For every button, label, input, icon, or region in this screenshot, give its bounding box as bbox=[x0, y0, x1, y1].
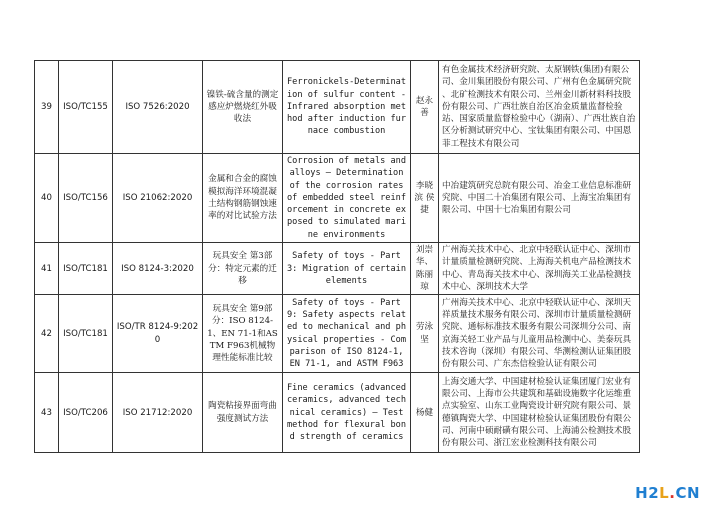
row-number: 40 bbox=[35, 154, 59, 243]
standard-title-cn: 玩具安全 第9部分：ISO 8124-1、EN 71-1和ASTM F963机械物理性能标准比较 bbox=[203, 295, 283, 373]
participating-units: 中冶建筑研究总院有限公司、冶金工业信息标准研究院、中国二十冶集团有限公司、上海宝冶集团有限公司、中国十七冶集团有限公司 bbox=[439, 154, 640, 243]
table-row bbox=[35, 295, 640, 373]
table-row bbox=[35, 243, 640, 295]
standard-title-en: Corrosion of metals and alloys — Determination of the corrosion rates of embedded steel reinforcement in concrete exposed to simulated marine environments bbox=[283, 154, 411, 243]
lead-drafter: 劳泳坚 bbox=[411, 295, 439, 373]
table-row bbox=[35, 373, 640, 453]
lead-drafter: 杨健 bbox=[411, 373, 439, 453]
participating-units: 有色金属技术经济研究院、太原钢铁(集团)有限公司、金川集团股份有限公司、广州有色金属研究院 、北矿检测技术有限公司、兰州金川新材料科技股份有限公司、广西壮族自治区冶金质量监督检验站、国家质量监督检验中心（湖南）、广西壮族自治区分析测试研究中心、宝钛集团有限公司、中国恩菲工程技术有限公司 bbox=[439, 61, 640, 154]
lead-drafter: 赵永善 bbox=[411, 61, 439, 154]
standard-number: ISO 21062:2020 bbox=[113, 154, 203, 243]
logo-cn: CN bbox=[675, 484, 700, 502]
standard-title-en: Safety of toys - Part 3: Migration of certain elements bbox=[283, 243, 411, 295]
standard-title-cn: 玩具安全 第3部分：特定元素的迁移 bbox=[203, 243, 283, 295]
technical-committee: ISO/TC181 bbox=[59, 243, 113, 295]
logo-h: H bbox=[635, 484, 649, 502]
row-number: 39 bbox=[35, 61, 59, 154]
participating-units: 上海交通大学、中国建材检验认证集团厦门宏业有限公司、上海市公共建筑和基础设施数字化运维重点实验室、山东工业陶瓷设计研究院有限公司、景德镇陶瓷大学、中国建材检验认证集团股份有限公司、河南中硕耐磺有限公司、上海浦公检测技术股份有限公司、浙江宏业检测科技有限公司 bbox=[439, 373, 640, 453]
logo-2: 2 bbox=[648, 484, 660, 502]
technical-committee: ISO/TC206 bbox=[59, 373, 113, 453]
h2l-watermark-logo bbox=[635, 484, 700, 502]
standard-title-cn: 陶瓷粘接界面弯曲强度测试方法 bbox=[203, 373, 283, 453]
row-number: 41 bbox=[35, 243, 59, 295]
standard-title-en: Fine ceramics (advanced ceramics, advanced technical ceramics) — Test method for flexural bond strength of ceramics bbox=[283, 373, 411, 453]
standard-title-en: Safety of toys - Part 9: Safety aspects related to mechanical and physical properties - Comparison of ISO 8124-1, EN 71-1, and ASTM F963 bbox=[283, 295, 411, 373]
standard-title-cn: 金属和合金的腐蚀 模拟海洋环境混凝土结构钢筋钢蚀速率的对比试验方法 bbox=[203, 154, 283, 243]
logo-dot: . bbox=[669, 484, 676, 502]
technical-committee: ISO/TC156 bbox=[59, 154, 113, 243]
standard-number: ISO/TR 8124-9:2020 bbox=[113, 295, 203, 373]
standard-number: ISO 21712:2020 bbox=[113, 373, 203, 453]
row-number: 42 bbox=[35, 295, 59, 373]
standard-title-cn: 镍铁-硫含量的测定 感应炉燃烧红外吸收法 bbox=[203, 61, 283, 154]
participating-units: 广州海关技术中心、北京中轻联认证中心、深圳市计量质量检测研究院、上海海关机电产品检测技术中心、青岛海关技术中心、深圳海关工业品检测技术中心、深圳技术大学 bbox=[439, 243, 640, 295]
row-number: 43 bbox=[35, 373, 59, 453]
standard-number: ISO 7526:2020 bbox=[113, 61, 203, 154]
standard-number: ISO 8124-3:2020 bbox=[113, 243, 203, 295]
table-row bbox=[35, 61, 640, 154]
participating-units: 广州海关技术中心、北京中轻联认证中心、深圳天祥质量技术服务有限公司、深圳市计量质量检测研究院、通标标准技术服务有限公司深圳分公司、南京海关轻工业产品与儿童用品检测中心、美泰玩具技术咨询（深圳）有限公司、华测检测认证集团股份有限公司、广东杰信检验认证有限公司 bbox=[439, 295, 640, 373]
standards-table bbox=[34, 60, 640, 453]
lead-drafter: 刘崇华、陈丽琼 bbox=[411, 243, 439, 295]
lead-drafter: 李晓滨 侯捷 bbox=[411, 154, 439, 243]
logo-l: L bbox=[659, 484, 670, 502]
standard-title-en: Ferronickels-Determination of sulfur content - Infrared absorption method after induction furnace combustion bbox=[283, 61, 411, 154]
technical-committee: ISO/TC155 bbox=[59, 61, 113, 154]
table-row bbox=[35, 154, 640, 243]
technical-committee: ISO/TC181 bbox=[59, 295, 113, 373]
